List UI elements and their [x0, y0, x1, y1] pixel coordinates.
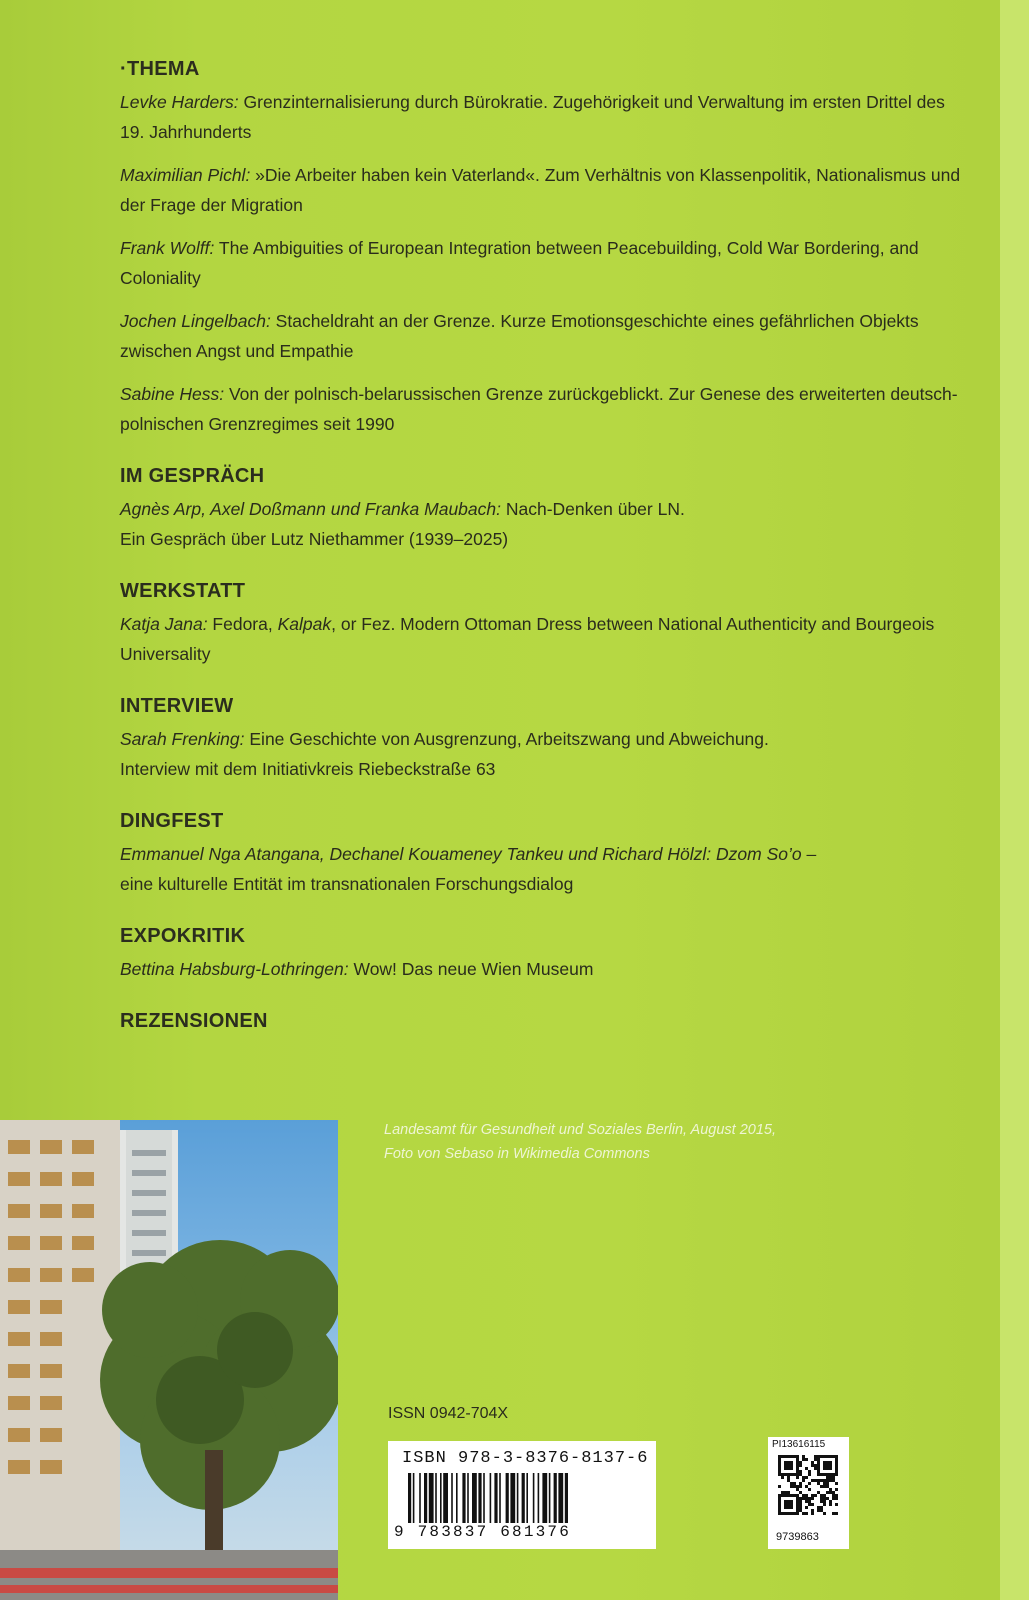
entry-subtitle: eine kulturelle Entität im transnationalen Forschungsdialog: [120, 874, 574, 894]
toc-entry: [120, 160, 970, 220]
toc-entry: [120, 233, 970, 293]
toc-entry: [120, 724, 970, 784]
table-of-contents: [120, 58, 970, 1059]
entry-title: Eine Geschichte von Ausgrenzung, Arbeitszwang und Abweichung.: [244, 729, 769, 749]
section-expokritik: [120, 925, 970, 984]
section-heading: DINGFEST: [120, 810, 224, 832]
photo-caption: [384, 1118, 844, 1166]
qr-bottom-code: 9739863: [776, 1531, 819, 1543]
entry-title: »Die Arbeiter haben kein Vaterland«. Zum Verhältnis von Klassenpolitik, Nationalismus und der Frage der Migration: [120, 165, 961, 215]
entry-title: The Ambiguities of European Integration between Peacebuilding, Cold War Bordering, and Coloniality: [120, 238, 919, 288]
toc-entry: [120, 379, 970, 439]
entry-title: Wow! Das neue Wien Museum: [348, 959, 594, 979]
entry-author: Levke Harders:: [120, 92, 239, 112]
toc-entry: [120, 609, 970, 669]
cover-photo: [0, 1120, 338, 1600]
section-dingfest: [120, 810, 970, 899]
toc-entry: [120, 494, 970, 554]
entry-title: Fedora,: [207, 614, 278, 634]
entry-author: Katja Jana:: [120, 614, 208, 634]
toc-entry: [120, 954, 970, 984]
entry-title: Stacheldraht an der Grenze. Kurze Emotionsgeschichte eines gefährlichen Objekts zwischen Angst und Empathie: [120, 311, 919, 361]
qr-code-box: [768, 1437, 849, 1549]
entry-author: Bettina Habsburg-Lothringen:: [120, 959, 349, 979]
section-heading: IM GESPRÄCH: [120, 465, 265, 487]
caption-line: Landesamt für Gesundheit und Soziales Berlin, August 2015,: [384, 1122, 777, 1138]
entry-subtitle: Ein Gespräch über Lutz Niethammer (1939–2025): [120, 529, 509, 549]
cover-edge: [1000, 0, 1029, 1600]
entry-title-rest: , or Fez. Modern Ottoman Dress between National Authenticity and Bourgeois Universality: [120, 614, 935, 664]
section-interview: [120, 695, 970, 784]
entry-title: Grenzinternalisierung durch Bürokratie. Zugehörigkeit und Verwaltung im ersten Drittel des 19. Jahrhunderts: [120, 92, 945, 142]
entry-author: Jochen Lingelbach:: [120, 311, 271, 331]
entry-title: Von der polnisch-belarussischen Grenze zurückgeblickt. Zur Genese des erweiterten deutsch-polnischen Grenzregimes seit 1990: [120, 384, 958, 434]
section-werkstatt: [120, 580, 970, 669]
section-rezensionen: [120, 1010, 970, 1033]
caption-line: Foto von Sebaso in Wikimedia Commons: [384, 1146, 650, 1162]
entry-author: Agnès Arp, Axel Doßmann und Franka Maubach:: [120, 499, 501, 519]
entry-author: Sabine Hess:: [120, 384, 225, 404]
section-thema: [120, 58, 970, 439]
entry-author: Maximilian Pichl:: [120, 165, 251, 185]
section-heading: INTERVIEW: [120, 695, 234, 717]
issn-label: ISSN 0942-704X: [388, 1405, 509, 1422]
section-heading: ·THEMA: [120, 58, 200, 80]
entry-title-italic: Kalpak: [277, 614, 332, 634]
entry-author: Frank Wolff:: [120, 238, 215, 258]
entry-subtitle: Interview mit dem Initiativkreis Riebeckstraße 63: [120, 759, 496, 779]
isbn-label: ISBN 978-3-8376-8137-6: [402, 1449, 649, 1468]
isbn-barcode: [388, 1441, 656, 1549]
toc-entry: [120, 87, 970, 147]
toc-entry: [120, 839, 970, 899]
toc-entry: [120, 306, 970, 366]
section-im-gespraech: [120, 465, 970, 554]
entry-title: Nach-Denken über LN.: [500, 499, 685, 519]
qr-top-code: PI13616115: [772, 1439, 826, 1450]
section-heading: WERKSTATT: [120, 580, 246, 602]
section-heading: EXPOKRITIK: [120, 925, 246, 947]
isbn-digits: 9 783837 681376: [394, 1523, 572, 1541]
entry-author: Sarah Frenking:: [120, 729, 245, 749]
building-tree-illustration: [0, 1120, 338, 1600]
entry-author: Emmanuel Nga Atangana, Dechanel Kouameney Tankeu und Richard Hölzl: Dzom So’o –: [120, 844, 817, 864]
section-heading: REZENSIONEN: [120, 1010, 268, 1032]
